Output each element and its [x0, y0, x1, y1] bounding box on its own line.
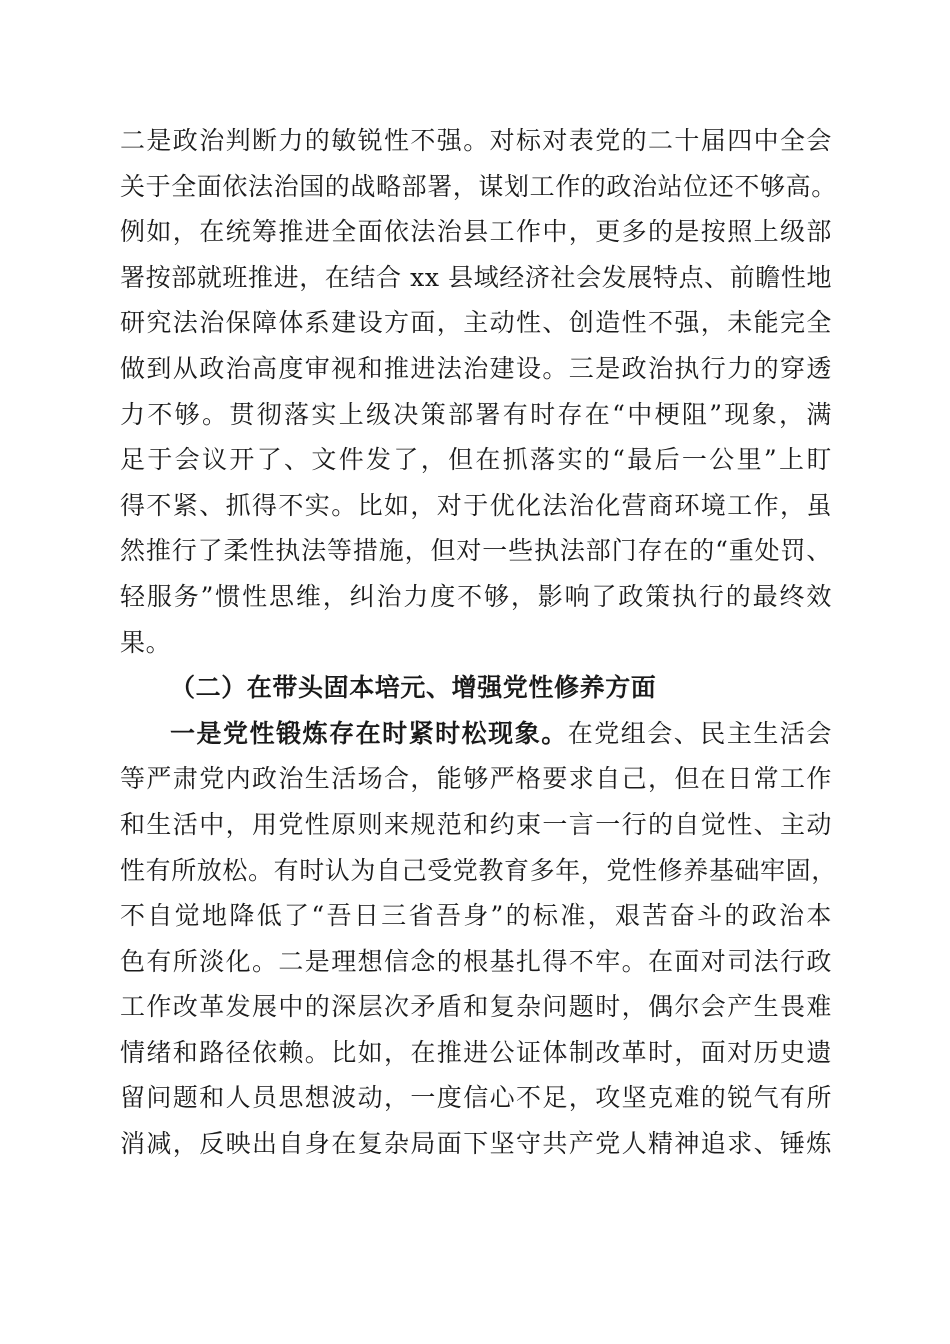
paragraph-political-judgment: [120, 118, 837, 665]
text-line: 得不紧、抓得不实。比如，对于优化法治化营商环境工作，虽: [120, 490, 832, 520]
text-line: 消减，反映出自身在复杂局面下坚守共产党人精神追求、锤炼: [120, 1129, 832, 1159]
section-heading: （二）在带头固本培元、增强党性修养方面: [170, 673, 657, 703]
document-page: [120, 118, 837, 1167]
text-line: 色有所淡化。二是理想信念的根基扎得不牢。在面对司法行政: [120, 946, 832, 976]
text-line: 留问题和人员思想波动，一度信心不足，攻坚克难的锐气有所: [120, 1083, 832, 1113]
text-line: 做到从政治高度审视和推进法治建设。三是政治执行力的穿透: [120, 353, 832, 383]
lead-bold-phrase: 一是党性锻炼存在时紧时松现象。: [170, 718, 568, 748]
paragraph-party-spirit: [120, 711, 837, 1167]
text-line: 等严肃党内政治生活场合，能够严格要求自己，但在日常工作: [120, 764, 832, 794]
text-line: 关于全面依法治国的战略部署，谋划工作的政治站位还不够高。: [120, 171, 837, 201]
text-line: 研究法治保障体系建设方面，主动性、创造性不强，未能完全: [120, 308, 832, 338]
text-line: 果。: [120, 627, 172, 657]
text-line: 然推行了柔性执法等措施，但对一些执法部门存在的“重处罚、: [120, 536, 832, 566]
text-line: 不自觉地降低了“吾日三省吾身”的标准，艰苦奋斗的政治本: [120, 901, 832, 931]
text-line: 足于会议开了、文件发了，但在抓落实的“最后一公里”上盯: [120, 445, 832, 475]
text-line: 工作改革发展中的深层次矛盾和复杂问题时，偶尔会产生畏难: [120, 992, 832, 1022]
text-line: 和生活中，用党性原则来规范和约束一言一行的自觉性、主动: [120, 809, 832, 839]
lead-rest-text: 在党组会、民主生活会: [567, 718, 832, 748]
text-line: 轻服务”惯性思维，纠治力度不够，影响了政策执行的最终效: [120, 581, 832, 611]
text-line-lead: [120, 711, 832, 757]
text-line: 力不够。贯彻落实上级决策部署有时存在“中梗阻”现象，满: [120, 399, 832, 429]
text-line: 二是政治判断力的敏锐性不强。对标对表党的二十届四中全会: [120, 126, 832, 155]
text-line: 例如，在统筹推进全面依法治县工作中，更多的是按照上级部: [120, 217, 832, 247]
text-line: 署按部就班推进，在结合 xx 县域经济社会发展特点、前瞻性地: [120, 262, 833, 292]
text-line: 情绪和路径依赖。比如，在推进公证体制改革时，面对历史遗: [120, 1037, 832, 1067]
text-line: 性有所放松。有时认为自己受党教育多年，党性修养基础牢固，: [120, 855, 837, 885]
